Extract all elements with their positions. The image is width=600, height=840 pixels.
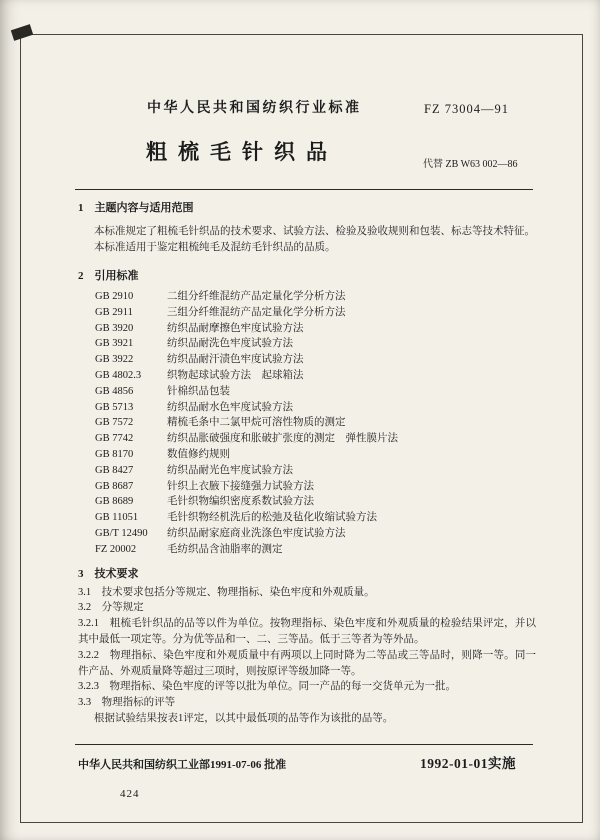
reference-name: 纺织品耐光色牢度试验方法 — [167, 464, 293, 476]
section-3-heading: 3 技术要求 — [78, 567, 139, 580]
reference-name: 织物起球试验方法 起球箱法 — [167, 369, 304, 381]
reference-code: GB 3921 — [95, 338, 134, 350]
section-3-1: 3.1 技术要求包括分等规定、物理指标、染色牢度和外观质量。 — [78, 586, 375, 598]
reference-item — [95, 352, 536, 368]
scan-corner-artifact — [11, 24, 33, 41]
reference-code: FZ 20002 — [95, 543, 137, 555]
reference-list — [78, 289, 536, 558]
reference-code: GB 8427 — [95, 464, 134, 476]
reference-name: 纺织品耐家庭商业洗涤色牢度试验方法 — [167, 527, 346, 539]
reference-code: GB 2910 — [95, 290, 134, 302]
reference-code: GB 3920 — [95, 322, 134, 334]
reference-item — [95, 400, 536, 416]
reference-code: GB 4802.3 — [95, 369, 142, 381]
section-3-2-1: 3.2.1 粗梳毛针织品的品等以件为单位。按物理指标、染色牢度和外观质量的检验结果评定，并以其中最低一项定等。分为优等品和一、二、三等品。低于三等者为等外品。 — [78, 618, 536, 645]
reference-item — [95, 494, 536, 510]
reference-code: GB 7572 — [95, 417, 134, 429]
reference-code: GB 8687 — [95, 480, 134, 492]
reference-item — [95, 542, 536, 558]
reference-name: 毛纺织品含油脂率的测定 — [167, 543, 283, 555]
reference-item — [95, 463, 536, 479]
reference-code: GB 7742 — [95, 433, 134, 445]
reference-name: 纺织品耐摩擦色牢度试验方法 — [167, 322, 304, 334]
section-3-2: 3.2 分等规定 — [78, 602, 144, 614]
reference-item — [95, 479, 536, 495]
section-1-paragraph-1: 本标准规定了粗梳毛针织品的技术要求、试验方法、检验及验收规则和包装、标志等技术特征。 — [94, 226, 535, 237]
reference-name: 二组分纤维混纺产品定量化学分析方法 — [167, 290, 346, 302]
reference-name: 纺织品耐洗色牢度试验方法 — [167, 338, 293, 350]
reference-name: 三组分纤维混纺产品定量化学分析方法 — [167, 306, 346, 318]
page-number: 424 — [120, 788, 140, 800]
reference-name: 纺织品耐水色牢度试验方法 — [167, 401, 293, 413]
section-1-heading: 1 主题内容与适用范围 — [78, 202, 194, 214]
section-3-2-3: 3.2.3 物理指标、染色牢度的评等以批为单位。同一产品的每一交货单元为一批。 — [78, 681, 456, 693]
reference-name: 针棉织品包装 — [167, 385, 230, 397]
standard-number: FZ 73004—91 — [424, 102, 509, 116]
section-3-2-2: 3.2.2 物理指标、染色牢度和外观质量中有两项以上同时降为二等品或三等品时，则降一等。同一件产品、外观质量降等超过三项时，则按原评等级加降一等。 — [78, 649, 536, 677]
reference-item — [95, 289, 536, 305]
reference-item — [95, 305, 536, 321]
reference-code: GB 2911 — [95, 306, 133, 318]
reference-name: 毛针织物编织密度系数试验方法 — [167, 496, 314, 508]
reference-item — [95, 368, 536, 384]
document-body — [78, 200, 536, 727]
implementation-date: 1992-01-01实施 — [420, 756, 516, 771]
reference-code: GB 5713 — [95, 401, 134, 413]
reference-name: 纺织品胀破强度和胀破扩张度的测定 弹性膜片法 — [167, 433, 398, 445]
reference-name: 精梳毛条中二氯甲烷可溶性物质的测定 — [167, 417, 346, 429]
section-2-heading: 2 引用标准 — [78, 269, 139, 282]
reference-code: GB/T 12490 — [95, 527, 148, 539]
reference-item — [95, 415, 536, 431]
section-3-3: 3.3 物理指标的评等 — [78, 697, 176, 709]
header-divider — [75, 189, 533, 190]
reference-item — [95, 321, 536, 337]
reference-item — [95, 384, 536, 400]
reference-name: 毛针织物经机洗后的松弛及毡化收缩试验方法 — [167, 512, 377, 524]
reference-item — [95, 526, 536, 542]
reference-name: 针织上衣腋下接缝强力试验方法 — [167, 480, 314, 492]
section-3-3-body: 根据试验结果按表1评定，以其中最低项的品等作为该批的品等。 — [94, 712, 394, 724]
reference-name: 数值修约规则 — [167, 448, 230, 460]
replaces-note: 代替 ZB W63 002—86 — [423, 159, 518, 170]
reference-item — [95, 447, 536, 463]
footer-divider — [75, 744, 533, 745]
reference-code: GB 3922 — [95, 354, 134, 366]
reference-code: GB 4856 — [95, 385, 134, 397]
reference-item — [95, 336, 536, 352]
standard-type-heading: 中华人民共和国纺织行业标准 — [147, 101, 362, 116]
document-title: 粗梳毛针织品 — [146, 140, 338, 164]
reference-code: GB 11051 — [95, 512, 139, 524]
approval-note: 中华人民共和国纺织工业部1991-07-06 批准 — [78, 759, 287, 771]
reference-code: GB 8170 — [95, 448, 134, 460]
reference-name: 纺织品耐汗渍色牢度试验方法 — [167, 354, 304, 366]
reference-item — [95, 431, 536, 447]
section-1-paragraph-2: 本标准适用于鉴定粗梳纯毛及混纺毛针织品的品质。 — [94, 241, 336, 253]
reference-code: GB 8689 — [95, 496, 134, 508]
reference-item — [95, 510, 536, 526]
